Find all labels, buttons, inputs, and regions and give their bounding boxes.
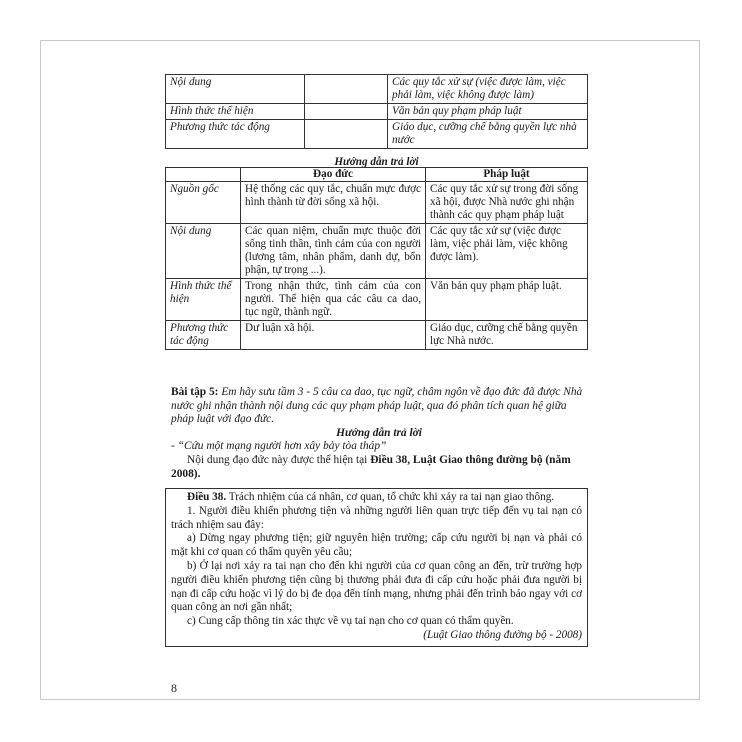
table-row xyxy=(166,120,588,149)
row-label: Phương thức tác động xyxy=(166,321,241,350)
comparison-table-top xyxy=(165,74,588,149)
statement-bold: Điều 38, Luật Giao thông đường bộ (năm 2008). xyxy=(171,453,571,480)
header-empty xyxy=(166,168,241,182)
table-row xyxy=(166,279,588,321)
row-middle xyxy=(305,104,388,120)
table-row xyxy=(166,104,588,120)
cell-phap-luat: Văn bản quy phạm pháp luật. xyxy=(426,279,588,321)
table-caption: Hướng dẫn trả lời xyxy=(334,156,419,168)
row-label: Hình thức thể hiện xyxy=(166,279,241,321)
page-number: 8 xyxy=(171,681,177,695)
law-clause-b: b) Ở lại nơi xảy ra tai nạn cho đến khi người của cơ quan công an đến, trừ trường hợp người điều khiển phương tiện cũng bị thương phải đưa đi cấp cứu hoặc phải đưa người bị nạn đi cấp cứu hoặc vì lý do bị đe dọa đến tính mạng, nhưng phải đến trình báo ngay với cơ quan công an nơi gần nhất; xyxy=(171,559,582,614)
row-label: Hình thức thể hiện xyxy=(166,104,305,120)
row-middle xyxy=(305,75,388,104)
row-right: Văn bản quy phạm pháp luật xyxy=(388,104,588,120)
cell-phap-luat: Các quy tắc xử sự (việc được làm, việc phải làm, việc không được làm). xyxy=(426,224,588,279)
exercise-section xyxy=(171,386,587,481)
header-dao-duc: Đạo đức xyxy=(241,168,426,182)
cell-dao-duc: Các quan niệm, chuẩn mực thuộc đời sống tinh thần, tình cảm của con người (lương tâm, nhân phẩm, danh dự, bổn phận, tự trọng ...). xyxy=(241,224,426,279)
table-row xyxy=(166,182,588,224)
table-row xyxy=(166,75,588,104)
table-row xyxy=(166,321,588,350)
law-clause-a: a) Dừng ngay phương tiện; giữ nguyên hiện trường; cấp cứu người bị nạn và phải có mặt khi cơ quan có thẩm quyền yêu cầu; xyxy=(171,532,582,559)
row-label: Nội dung xyxy=(166,224,241,279)
row-middle xyxy=(305,120,388,149)
exercise-prompt xyxy=(171,386,587,427)
comparison-table-answer xyxy=(165,167,588,350)
law-article-title: Trách nhiệm của cá nhân, cơ quan, tổ chức khi xảy ra tai nạn giao thông. xyxy=(226,491,555,503)
header-phap-luat: Pháp luật xyxy=(426,168,588,182)
statement xyxy=(171,454,587,481)
law-clause-1: 1. Người điều khiển phương tiện và những người liên quan trực tiếp đến vụ tai nạn có trách nhiệm sau đây: xyxy=(171,504,582,531)
row-label: Phương thức tác động xyxy=(166,120,305,149)
row-label: Nguồn gốc xyxy=(166,182,241,224)
table-header-row xyxy=(166,168,588,182)
cell-dao-duc: Dư luận xã hội. xyxy=(241,321,426,350)
exercise-text: Em hãy sưu tầm 3 - 5 câu ca dao, tục ngữ, châm ngôn về đạo đức đã được Nhà nước ghi nhận thành nội dung các quy phạm pháp luật, qua đó phân tích quan hệ giữa pháp luật với đạo đức. xyxy=(171,386,583,426)
law-clause-c: c) Cung cấp thông tin xác thực về vụ tai nạn cho cơ quan có thẩm quyền. xyxy=(187,615,514,628)
exercise-label: Bài tập 5: xyxy=(171,386,219,398)
row-label: Nội dung xyxy=(166,75,305,104)
proverb-quote-text: - “Cứu một mạng người hơn xây bảy tòa tháp” xyxy=(171,440,387,453)
cell-phap-luat: Giáo dục, cưỡng chế bằng quyền lực Nhà nước. xyxy=(426,321,588,350)
statement-prefix: Nội dung đạo đức này được thể hiện tại xyxy=(187,453,371,466)
law-source: (Luật Giao thông đường bộ - 2008) xyxy=(423,628,582,641)
law-excerpt-box xyxy=(165,488,588,647)
guide-heading-text: Hướng dẫn trả lời xyxy=(336,426,422,439)
row-right: Giáo dục, cưỡng chế bằng quyền lực nhà nước xyxy=(388,120,588,149)
document-page xyxy=(40,40,700,700)
law-article-number: Điều 38. xyxy=(187,491,227,503)
table-row xyxy=(166,224,588,279)
row-right: Các quy tắc xử sự (việc được làm, việc phải làm, việc không được làm) xyxy=(388,75,588,104)
cell-dao-duc: Hệ thống các quy tắc, chuẩn mực được hình thành từ đời sống xã hội. xyxy=(241,182,426,224)
cell-phap-luat: Các quy tắc xử sự trong đời sống xã hội, được Nhà nước ghi nhận thành các quy phạm pháp luật xyxy=(426,182,588,224)
law-title xyxy=(171,491,582,505)
guide-heading xyxy=(171,427,587,441)
proverb-quote xyxy=(171,440,587,454)
cell-dao-duc: Trong nhận thức, tình cảm của con người. Thể hiện qua các câu ca dao, tục ngữ, thành ngữ. xyxy=(241,279,426,321)
